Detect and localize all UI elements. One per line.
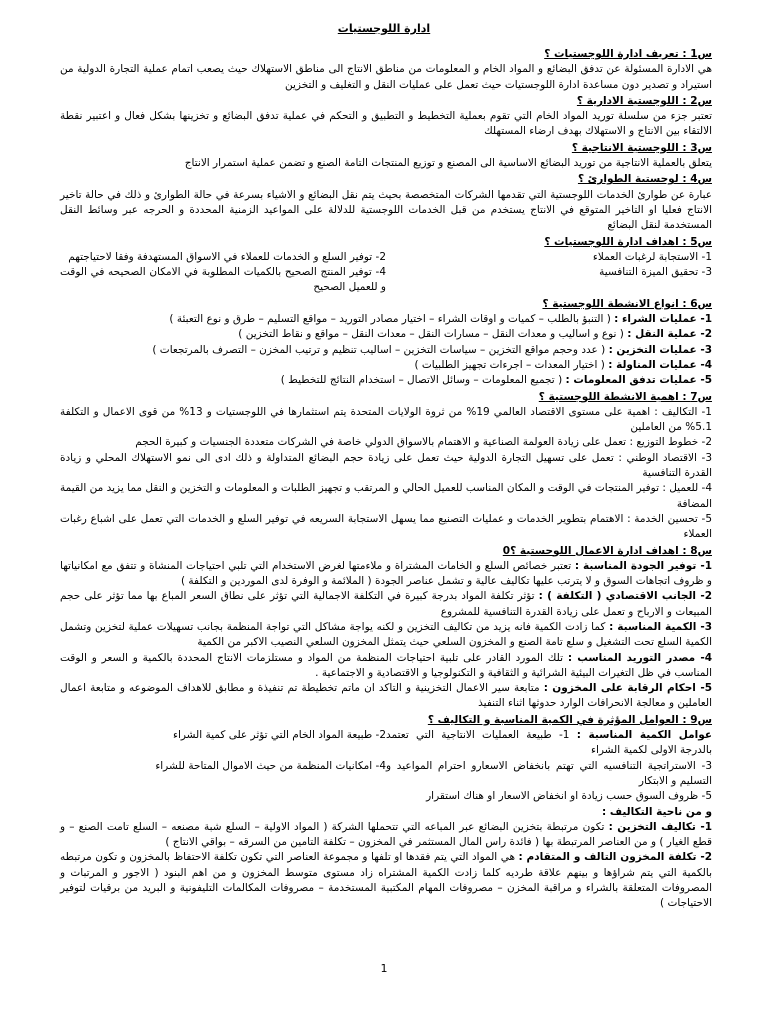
factors-row — [60, 728, 712, 759]
question-9: س9 : العوامل المؤثرة في الكمية المناسبة و التكاليف ؟ — [427, 713, 712, 726]
list-item: 4- امكانيات المنظمة من حيث الاموال المتاحة للشراء — [155, 759, 386, 772]
answer-2: تعتبر جزء من سلسلة توريد المواد الخام التي تقوم بعملية التخطيط و التطبيق و التحكم في عملية تدفق البضائع و تخزينها بشكل فعال و اعتبير نقطة الالتقاء بين الانتاج و الاستهلاك بهدف ارضاء المستهلك — [60, 110, 712, 138]
item-text: ( التنبؤ بالطلب – كميات و اوقات الشراء – اختيار مصادر التوريد – مواقع التسليم – طرق و نوع التعبئة ) — [169, 313, 615, 326]
factors-row — [60, 759, 712, 790]
list-item: 5- ظروف السوق حسب زيادة او انخفاض الاسعار او هناك استقرار — [426, 790, 712, 803]
answer-4: عبارة عن طوارئ الخدمات اللوجستية التي تقدمها الشركات المتخصصة بحيث يتم نقل البضائع و الاشياء بسرعة في حالة الطوارئ و ذلك في حالة تاخير الانتاج فعليا او التاخير المتوقع في الانتاج يستخدم من قبل الخدمات اللوجستية للدلالة على المواعيد الزمنية المحددة و الحرجه عبر وسائط النقل المستخدمة لنقل البضائع — [60, 188, 712, 232]
list-item: 4- للعميل : توفير المنتجات في الوقت و المكان المناسب للعميل الحالي و المرتقب و تجهيز الطلبات و المعلومات و التخزين و النقل مما يزيد من القيمة المضافة — [60, 482, 712, 510]
item-label: 4- مصدر التوريد المناسب : — [567, 651, 712, 664]
item-label: 5- عمليات تدفق المعلومات : — [565, 374, 712, 387]
list-item — [386, 728, 712, 759]
question-4: س4 : لوجستية الطوارئ ؟ — [577, 173, 712, 186]
item-text: تكون مرتبطة بتخزين البضائع عبر المباعه التي تتحملها الشركة ( المواد الاولية – السلع شبة مصنعه – السلع تامت الصنع – و قطع الغيار ) و من العناصر المرتبطة بها ( فائدة راس المال المستثمر في المخزون – تكلفة التامين من السرقه – بواقي الانتاج ) — [60, 820, 712, 849]
item-text: 1- طبيعة العمليات الانتاجية التي تعتمد بالدرجة الاولى لكمية الشراء — [386, 729, 712, 757]
document-title: ادارة اللوجستيات — [337, 22, 431, 35]
list-item: 2- توفير السلع و الخدمات للعملاء في الاسواق المستهدفة وفقا لاحتياجتهم — [68, 250, 386, 263]
item-label: 2- عملية النقل : — [627, 328, 712, 341]
item-label: 1- توفير الجودة المناسبة : — [574, 559, 712, 572]
list-item: 3- تحقيق الميزة التنافسية — [599, 266, 712, 279]
list-item — [60, 312, 712, 327]
item-label: 3- الكمية المناسبة : — [609, 620, 712, 633]
item-text: ( اختيار المعدات – اجرءات تجهيز الطلبيات ) — [414, 358, 609, 371]
list-item: 2- طبيعة المواد الخام التي تؤثر على كمية الشراء — [173, 729, 386, 742]
document-body — [60, 46, 712, 912]
list-item — [60, 651, 712, 682]
list-item: 3- الاستراتجية التنافسيه التي تهتم بانخفاض الاسعارو احترام المواعيد و التسليم و الابتكار — [386, 759, 712, 787]
list-item: 1- التكاليف : اهمية على مستوى الاقتصاد العالمي 19% من ثروة الولايات المتحدة يتم استثمارها في اللوجستيات و 13% من قوى الاعمال و التكلفة 5.1% من العاملين — [60, 405, 712, 434]
item-label: 1- تكاليف التخزين : — [608, 820, 712, 833]
list-item — [60, 681, 712, 712]
item-label: 4- عمليات المناولة : — [608, 358, 712, 371]
item-text: ( نوع و اساليب و معدات النقل – مسارات النقل – معدات النقل – مواقع و نقاط التخزين ) — [238, 328, 628, 341]
question-2: س2 : اللوجستية الادارية ؟ — [576, 94, 712, 107]
item-text: هي المواد التي يتم فقدها او تلفها و مجموعة العناصر التي تكون تكلفة الاحتفاظ بالمخزون و تكون مرتبطه بالكمية التي يتم شراؤها و بينهم علاقة طرديه كلما زادت الكمية المشتراه زاد مستوى متوسط المخزون و من اهم البنود ( الاجور و المرتبات و المصروفات المتعلقة بالشراء و مراقبة المخزن – مصروفات المهام المكتبية المستخدمة – مصروفات المكالمات التليفونية و البريد من برقيات لتوفير الاحتياجات ) — [60, 851, 712, 910]
item-text: ( تجميع المعلومات – وسائل الاتصال – استخدام النتائج للتخطيط ) — [280, 374, 566, 387]
answer-1: هي الادارة المسئولة عن تدفق البضائع و المواد الخام و المعلومات من مناطق الانتاج الى مناطق الاستهلاك حيث يصعب اتمام عملية التجارة الدولية من استيراد و تصدير دون مساعدة ادارة اللوجستيات حيث تعمل على عمليات النقل و التغليف و التخزين — [60, 63, 712, 91]
item-label: 3- عمليات التخزين : — [608, 343, 712, 356]
list-item — [60, 343, 712, 358]
question-8: س8 : اهداف ادارة الاعمال اللوجستية ؟0 — [502, 544, 712, 557]
answer-3: يتعلق بالعملية الانتاجية من توريد البضائع الاساسية الى المصنع و توزيع المنتجات التامة الصنع و تضمن عملية استمرار الانتاج — [184, 157, 712, 170]
list-item: 3- الاقتصاد الوطني : تعمل على تسهيل التجارة الدولية حيث تعمل على زيادة حجم البضائع المتداولة و ذلك ادى الى نمو الاستهلاك المحلي و زيادة القدرة التنافسية — [60, 451, 712, 480]
list-item: 1- الاستجابة لرغبات العملاء — [592, 250, 712, 263]
list-item — [60, 589, 712, 620]
question-6: س6 : انواع الانشطة اللوجستية ؟ — [542, 297, 712, 310]
item-label: عوامل الكمية المناسبة : — [576, 729, 712, 742]
goals-row — [60, 265, 712, 296]
question-3: س3 : اللوجستية الانتاجية ؟ — [571, 141, 712, 154]
list-item: 2- خطوط التوزيع : تعمل على زيادة العولمة الصناعية و الاهتمام بالاسواق الدولي خاصة في الشركات متعددة الجنسيات و كبيرة الحجم — [135, 436, 712, 449]
question-7: س7 : اهمية الانشطة اللوجستية ؟ — [538, 390, 712, 403]
question-5: س5 : اهداف ادارة اللوجستيات ؟ — [544, 235, 712, 248]
costs-heading: و من ناحية التكاليف : — [601, 805, 712, 818]
item-text: تعتبر خصائص السلع و الخامات المشتراة و ملاءمتها لغرض الاستخدام التي تلبي احتياجات المنشاة و تتفق مع امكانياتها و ظروف اتجاهات السوق و لا يترتب عليها تكاليف عالية و تشمل عناصر الجودة ( الملائمة و الوفرة لدى الموردين و التكلفة ) — [60, 559, 712, 588]
goals-row — [60, 250, 712, 265]
list-item: 5- تحسين الخدمة : الاهتمام بتطوير الخدمات و عمليات التصنيع مما يسهل الاستجابة السريعه في توفير السلع و الخدمات التي تعمل على اشباع رغبات العملاء — [60, 512, 712, 541]
item-text: ( عدد وحجم مواقع التخزين – سياسات التخزين – اساليب تنظيم و ترتيب المخزن – التصرف بالمرتجعات ) — [152, 343, 609, 356]
list-item — [60, 850, 712, 911]
item-text: كما زادت الكمية فانه يزيد من تكاليف التخزين و لكنه يواجة مشاكل التي تواجة المنظمة بجانب تسهيلات عملية لتخزين وتشمل الكمية السلع تحت التشغيل و سلع تامة الصنع و المخزون السلعي حيث يتمثل المخزون السلعي النصيب الاكبر من الكمية — [60, 620, 712, 649]
question-1: س1 : تعريف ادارة اللوجستيات ؟ — [544, 48, 712, 60]
list-item — [60, 620, 712, 651]
item-text: متابعة سير الاعمال التخزينية و التاكد ان ماتم تخطيطة تم تنفيذة و مطابق للاهداف الموضوعه و متابعة اعمال العاملين و معالجة الانحرافات الوارد حدوثها اثناء التنفيذ — [60, 682, 712, 710]
list-item — [60, 327, 712, 342]
page-number: 1 — [380, 962, 388, 975]
item-label: 1- عمليات الشراء : — [614, 313, 712, 326]
list-item — [60, 559, 712, 590]
list-item — [60, 820, 712, 851]
list-item — [60, 358, 712, 373]
item-label: 5- احكام الرقابة على المخزون : — [543, 682, 712, 695]
list-item — [60, 373, 712, 388]
item-label: 2- تكلفة المخزون التالف و المتقادم : — [518, 851, 712, 864]
list-item: 4- توفير المنتج الصحيح بالكميات المطلوبة في الامكان الصحيحه في الوقت و للعميل الصحيح — [60, 266, 386, 294]
item-text: تؤثر تكلفة المواد بدرجة كبيرة في التكلفة الاجمالية التي تؤثر على نطاق السعر المباع بها مما تؤثر على حجم المبيعات و الارباح و تعمل على زيادة القدرة التنافسية للمشروع — [60, 590, 712, 618]
item-label: 2- الجانب الاقتصادي ( التكلفة ) : — [538, 590, 713, 603]
item-text: تلك المورد القادر على تلبية احتياجات المنظمة من المواد و مستلزمات الانتاج المحددة بالكمية و السعر و الوقت المناسب في ظل التغيرات البيئية الشرائية و الثقافية و التكنولوجيا و الاقتصادية و الاجتماعية . — [60, 651, 712, 679]
